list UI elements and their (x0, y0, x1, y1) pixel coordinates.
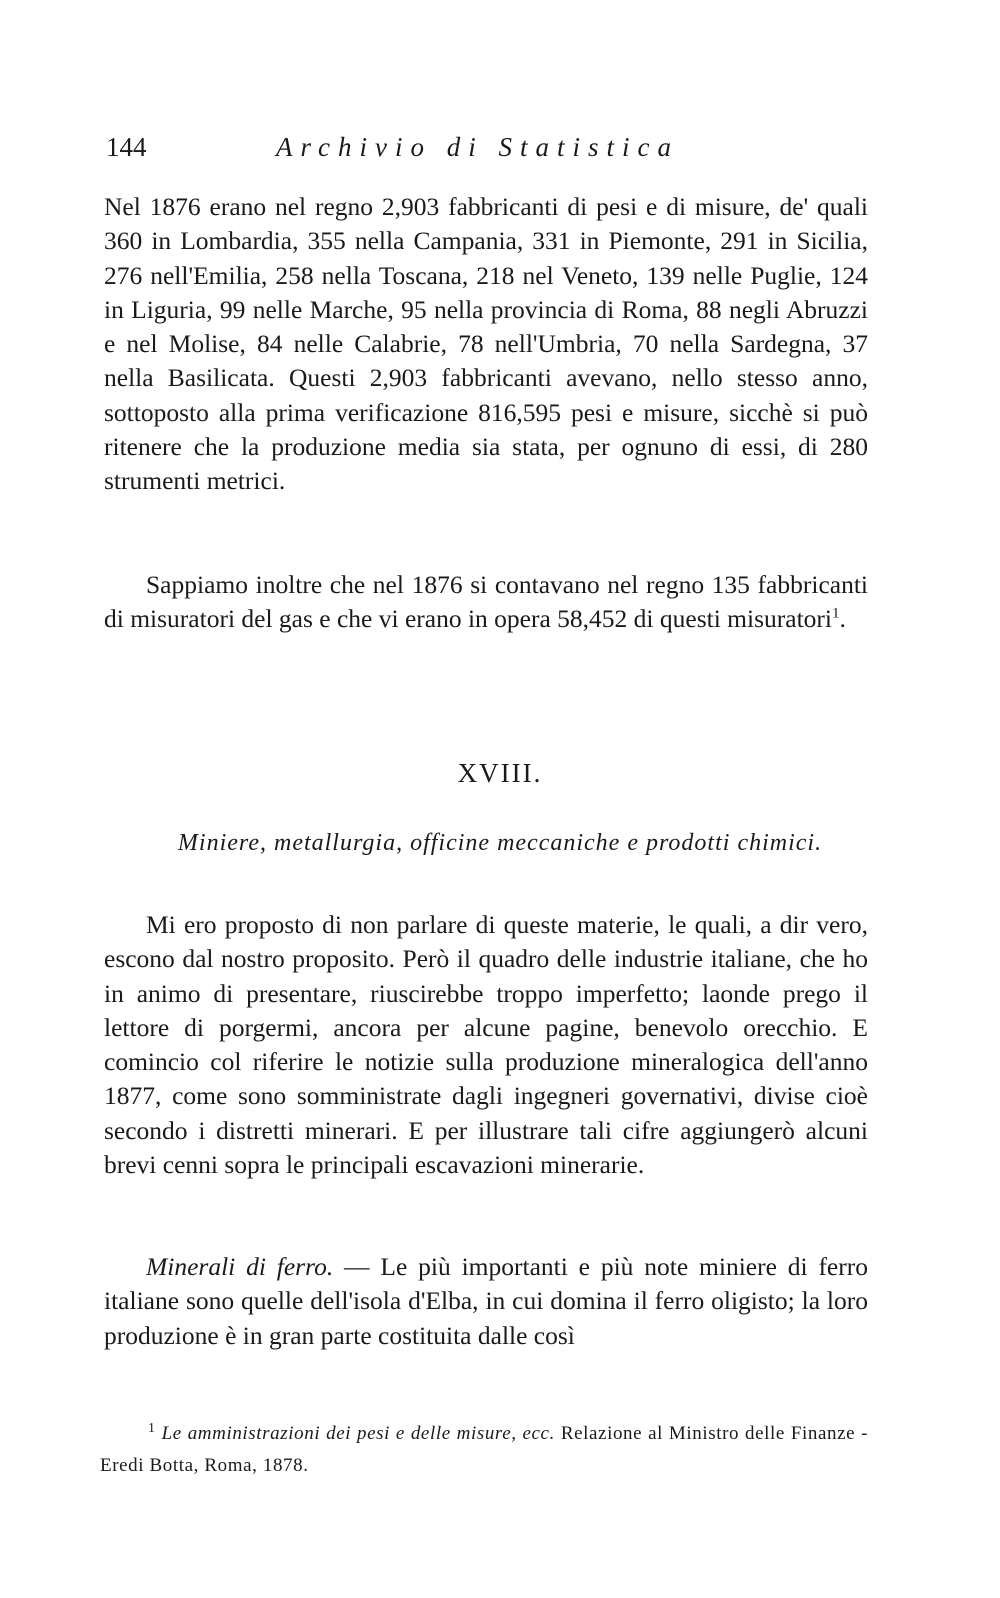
section-number: XVIII. (457, 758, 543, 788)
footnote-title: Le amministrazioni dei pesi e delle misure, ecc. (161, 1423, 555, 1444)
page-header (106, 132, 866, 172)
paragraph-text: Sappiamo inoltre che nel 1876 si contavano nel regno 135 fabbricanti di misuratori del gas e che vi erano in opera 58,452 di questi misuratori (104, 570, 868, 634)
page-number: 144 (106, 132, 147, 162)
paragraph-misuratori-gas (104, 568, 868, 637)
footnote-text: Relazione al Ministro delle Finanze - Eredi Botta, Roma, 1878. (100, 1423, 868, 1476)
running-title: Archivio di Statistica (276, 132, 679, 162)
footnote (100, 1418, 868, 1482)
paragraph-end: . (839, 604, 846, 634)
paragraph-minerali-ferro (104, 1250, 868, 1353)
paragraph-fabbricanti-pesi: Nel 1876 erano nel regno 2,903 fabbricanti di pesi e di misure, de' quali 360 in Lombardia, 355 nella Campania, 331 in Piemonte, 291 in Sicilia, 276 nell'Emilia, 258 nella Toscana, 218 nel Veneto, 139 nelle Puglie, 124 in Liguria, 99 nelle Marche, 95 nella provincia di Roma, 88 negli Abruzzi e nel Molise, 84 nelle Calabrie, 78 nell'Umbria, 70 nella Sardegna, 37 nella Basilicata. Questi 2,903 fabbricanti avevano, nello stesso anno, sottoposto alla prima verificazione 816,595 pesi e misure, sicchè si può ritenere che la produzione media sia stata, per ognuno di essi, di 280 strumenti metrici. (104, 192, 868, 496)
run-in-heading: Minerali di ferro. (146, 1252, 334, 1281)
paragraph-introduzione-miniere: Mi ero proposto di non parlare di queste materie, le quali, a dir vero, escono dal nostro proposito. Però il quadro delle industrie italiane, che ho in animo di presentare, riuscirebbe troppo imperfetto; laonde prego il lettore di porgermi, ancora per alcune pagine, benevolo orecchio. E comincio col riferire le notizie sulla produzione mineralogica dell'anno 1877, come sono somministrate dagli ingegneri governativi, divise cioè secondo i distretti minerari. E per illustrare tali cifre aggiungerò alcuni brevi cenni sopra le principali escavazioni minerarie. (104, 910, 868, 1180)
footnote-reference: 1 (831, 605, 840, 622)
footnote-marker: 1 (148, 1420, 156, 1436)
paragraph-text: — Le più importanti e più note miniere di ferro italiane sono quelle dell'isola d'Elba, in cui domina il ferro oligisto; la loro produzione è in gran parte costituita dalle così (104, 1252, 868, 1350)
section-title: Miniere, metallurgia, officine meccaniche e prodotti chimici. (177, 830, 823, 856)
